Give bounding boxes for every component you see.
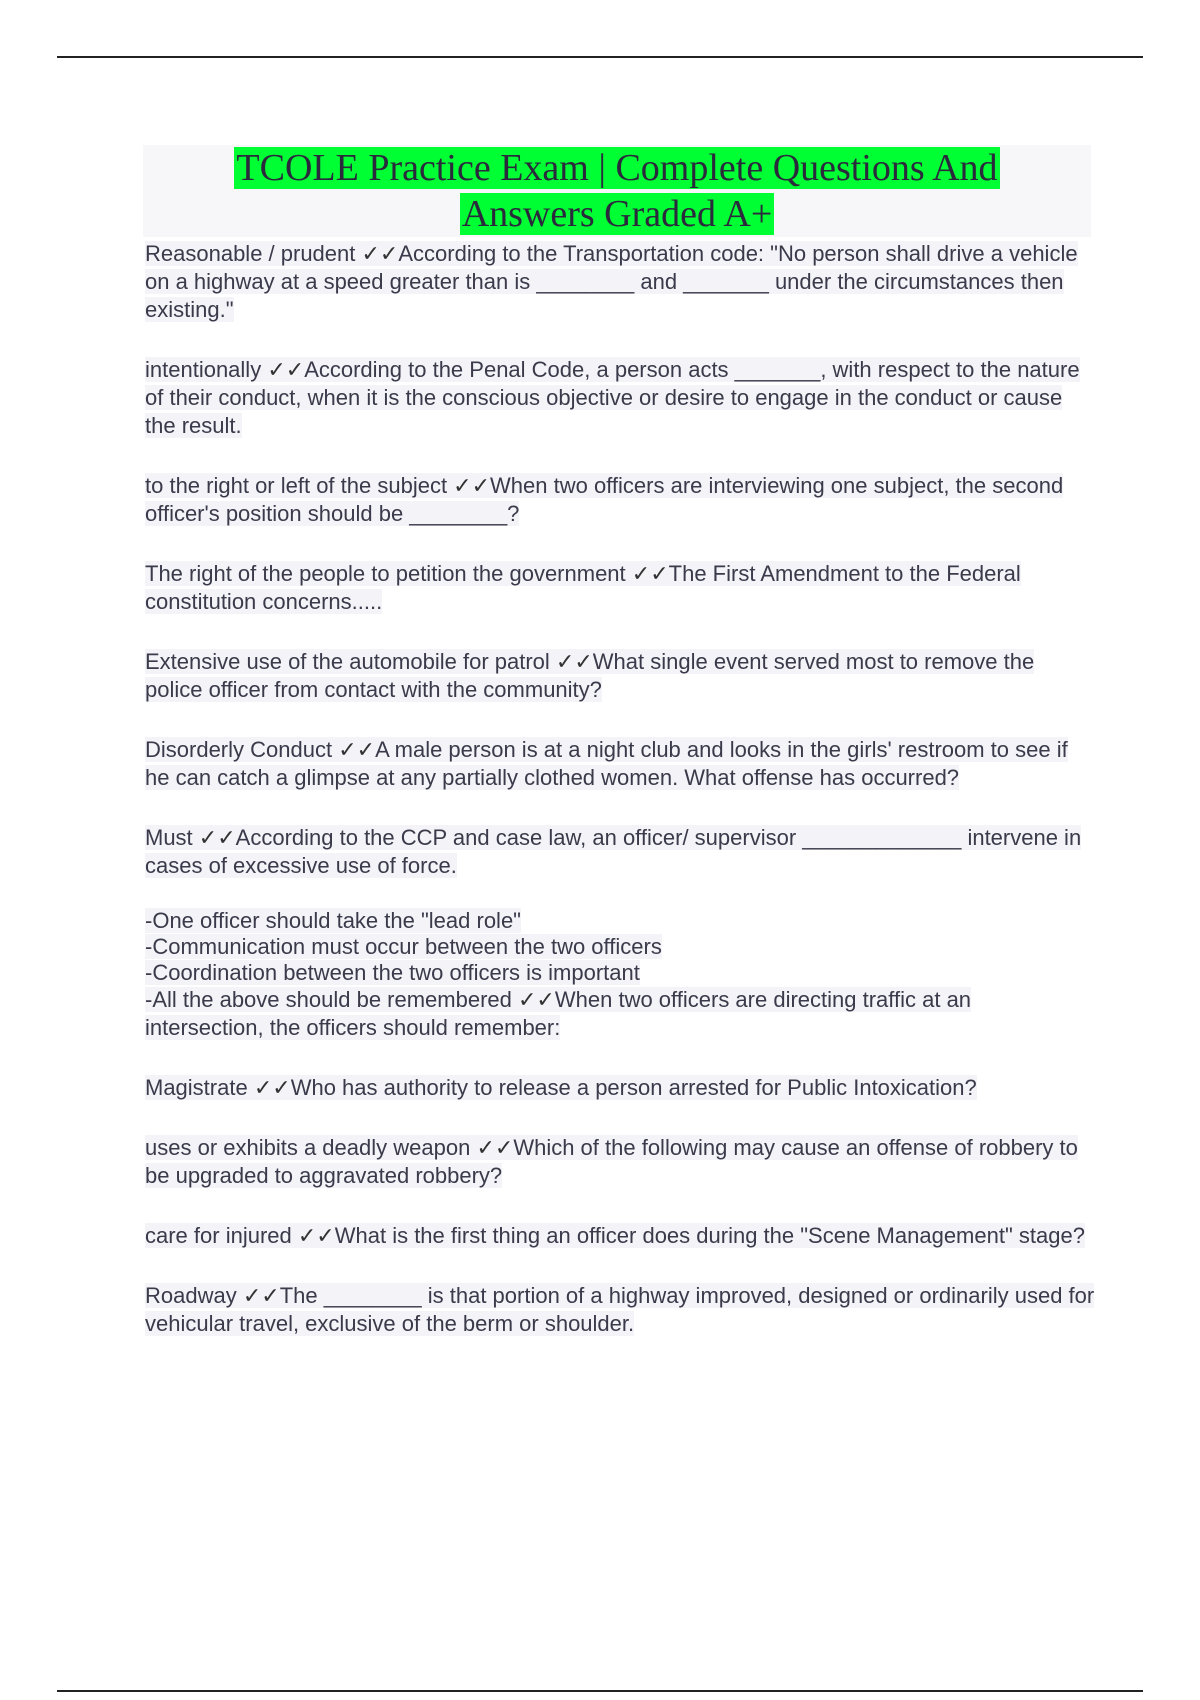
check-mark-icon: ✓✓ <box>631 561 669 586</box>
question-text: What single event served most to remove the police officer from contact with the community? <box>145 649 1035 702</box>
check-mark-icon: ✓✓ <box>361 241 399 266</box>
question-text: According to the Penal Code, a person acts _______, with respect to the nature of their conduct, when it is the conscious objective or desire to engage in the conduct or cause the result. <box>145 357 1080 438</box>
question-text: According to the Transportation code: "No person shall drive a vehicle on a highway at a speed greater than is ________ and _______ under the circumstances then existing." <box>145 241 1078 322</box>
answer-text: care for injured <box>145 1223 298 1248</box>
check-mark-icon: ✓✓ <box>198 825 236 850</box>
question-text: A male person is at a night club and looks in the girls' restroom to see if he can catch a glimpse at any partially clothed women. What offense has occurred? <box>145 737 1068 790</box>
qa-item-5 <box>145 648 1095 704</box>
qa-item-7 <box>145 824 1095 880</box>
answer-text: -All the above should be remembered <box>145 987 518 1012</box>
qa-item-3 <box>145 472 1095 528</box>
question-text: The ________ is that portion of a highway improved, designed or ordinarily used for vehicular travel, exclusive of the berm or shoulder. <box>145 1283 1095 1336</box>
check-mark-icon: ✓✓ <box>297 1223 335 1248</box>
option-line-1: -One officer should take the "lead role" <box>145 908 521 933</box>
check-mark-icon: ✓✓ <box>453 473 491 498</box>
qa-item-2 <box>145 356 1095 440</box>
answer-text: Roadway <box>145 1283 243 1308</box>
answer-text: to the right or left of the subject <box>145 473 454 498</box>
check-mark-icon: ✓✓ <box>242 1283 280 1308</box>
qa-item-10 <box>145 1134 1095 1190</box>
question-text: When two officers are interviewing one subject, the second officer's position should be ________? <box>145 473 1064 526</box>
check-mark-icon: ✓✓ <box>476 1135 514 1160</box>
qa-item-6 <box>145 736 1095 792</box>
question-text: According to the CCP and case law, an officer/ supervisor _____________ intervene in cases of excessive use of force. <box>145 825 1082 878</box>
answer-text: Disorderly Conduct <box>145 737 339 762</box>
qa-item-12 <box>145 1282 1095 1338</box>
answer-text: uses or exhibits a deadly weapon <box>145 1135 477 1160</box>
document-title <box>143 145 1091 237</box>
check-mark-icon: ✓✓ <box>518 987 555 1012</box>
question-text: When two officers are directing traffic at an intersection, the officers should remember: <box>145 987 972 1040</box>
qa-item-1 <box>145 240 1095 324</box>
qa-list <box>145 240 1095 1370</box>
top-rule <box>57 56 1143 58</box>
qa-item-8 <box>145 908 1095 1042</box>
answer-text: Extensive use of the automobile for patrol <box>145 649 556 674</box>
check-mark-icon: ✓✓ <box>267 357 305 382</box>
question-text: What is the first thing an officer does during the "Scene Management" stage? <box>334 1223 1085 1248</box>
question-text: Which of the following may cause an offense of robbery to be upgraded to aggravated robbery? <box>145 1135 1078 1188</box>
answer-text: The right of the people to petition the government <box>145 561 632 586</box>
qa-item-4 <box>145 560 1095 616</box>
option-line-3: -Coordination between the two officers is important <box>145 960 640 985</box>
bottom-rule <box>57 1690 1143 1692</box>
question-text: Who has authority to release a person arrested for Public Intoxication? <box>290 1075 977 1100</box>
title-line-1: TCOLE Practice Exam | Complete Questions And <box>236 147 998 189</box>
question-text: The First Amendment to the Federal constitution concerns..... <box>145 561 1021 614</box>
title-line-2: Answers Graded A+ <box>461 193 773 235</box>
check-mark-icon: ✓✓ <box>338 737 376 762</box>
answer-text: Must <box>145 825 199 850</box>
answer-text: intentionally <box>145 357 268 382</box>
option-line-2: -Communication must occur between the two officers <box>145 934 662 959</box>
check-mark-icon: ✓✓ <box>555 649 593 674</box>
answer-text: Magistrate <box>145 1075 254 1100</box>
qa-item-9 <box>145 1074 1095 1102</box>
answer-text: Reasonable / prudent <box>145 241 362 266</box>
qa-item-11 <box>145 1222 1095 1250</box>
check-mark-icon: ✓✓ <box>253 1075 291 1100</box>
